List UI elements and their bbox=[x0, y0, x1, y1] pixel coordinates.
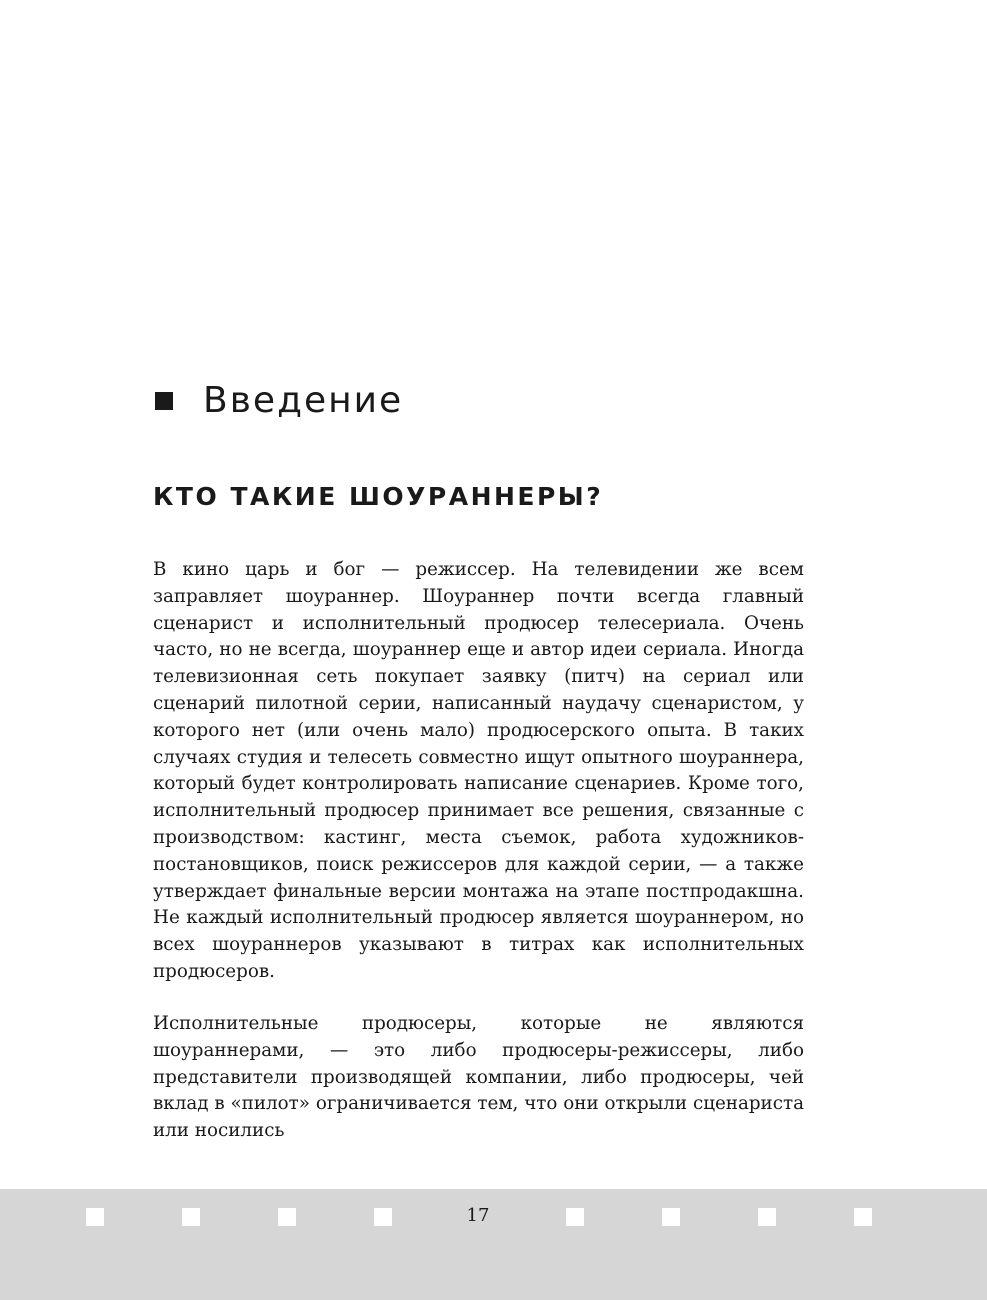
chapter-title: Введение bbox=[203, 380, 404, 421]
section-heading: КТО ТАКИЕ ШОУРАННЕРЫ? bbox=[153, 482, 604, 511]
paragraph-2: Исполнительные продюсеры, которые не являются шоураннерами, — это либо продюсеры-режиссеры, либо представители производящей компании, либо продюсеры, чей вклад в «пилот» ограничивается тем, что они открыли сценариста или носились bbox=[153, 1013, 804, 1142]
chapter-header bbox=[155, 380, 403, 421]
footer-square-icon bbox=[278, 1208, 296, 1226]
footer-square-icon bbox=[374, 1208, 392, 1226]
footer-square-icon bbox=[758, 1208, 776, 1226]
footer-square-icon bbox=[86, 1208, 104, 1226]
page-footer bbox=[0, 1189, 987, 1300]
footer-square-icon bbox=[566, 1208, 584, 1226]
paragraph-1: В кино царь и бог — режиссер. На телевидении же всем заправляет шоураннер. Шоураннер почти всегда главный сценарист и исполнительный продюсер телесериала. Очень часто, но не всегда, шоураннер еще и автор идеи сериала. Иногда телевизионная сеть покупает заявку (питч) на сериал или сценарий пилотной серии, написанный наудачу сценаристом, у которого нет (или очень мало) продюсерского опыта. В таких случаях студия и телесеть совместно ищут опытного шоураннера, который будет контролировать написание сценариев. Кроме того, исполнительный продюсер принимает все решения, связанные с производством: кастинг, места съемок, работа художников-постановщиков, поиск режиссеров для каждой серии, — а также утверждает финальные версии монтажа на этапе постпродакшна. Не каждый исполнительный продюсер является шоураннером, но всех шоураннеров указывают в титрах как исполнительных продюсеров. bbox=[153, 559, 804, 982]
footer-square-icon bbox=[854, 1208, 872, 1226]
footer-square-icon bbox=[662, 1208, 680, 1226]
page-number: 17 bbox=[466, 1205, 490, 1226]
chapter-square-icon bbox=[155, 392, 173, 410]
footer-square-icon bbox=[182, 1208, 200, 1226]
